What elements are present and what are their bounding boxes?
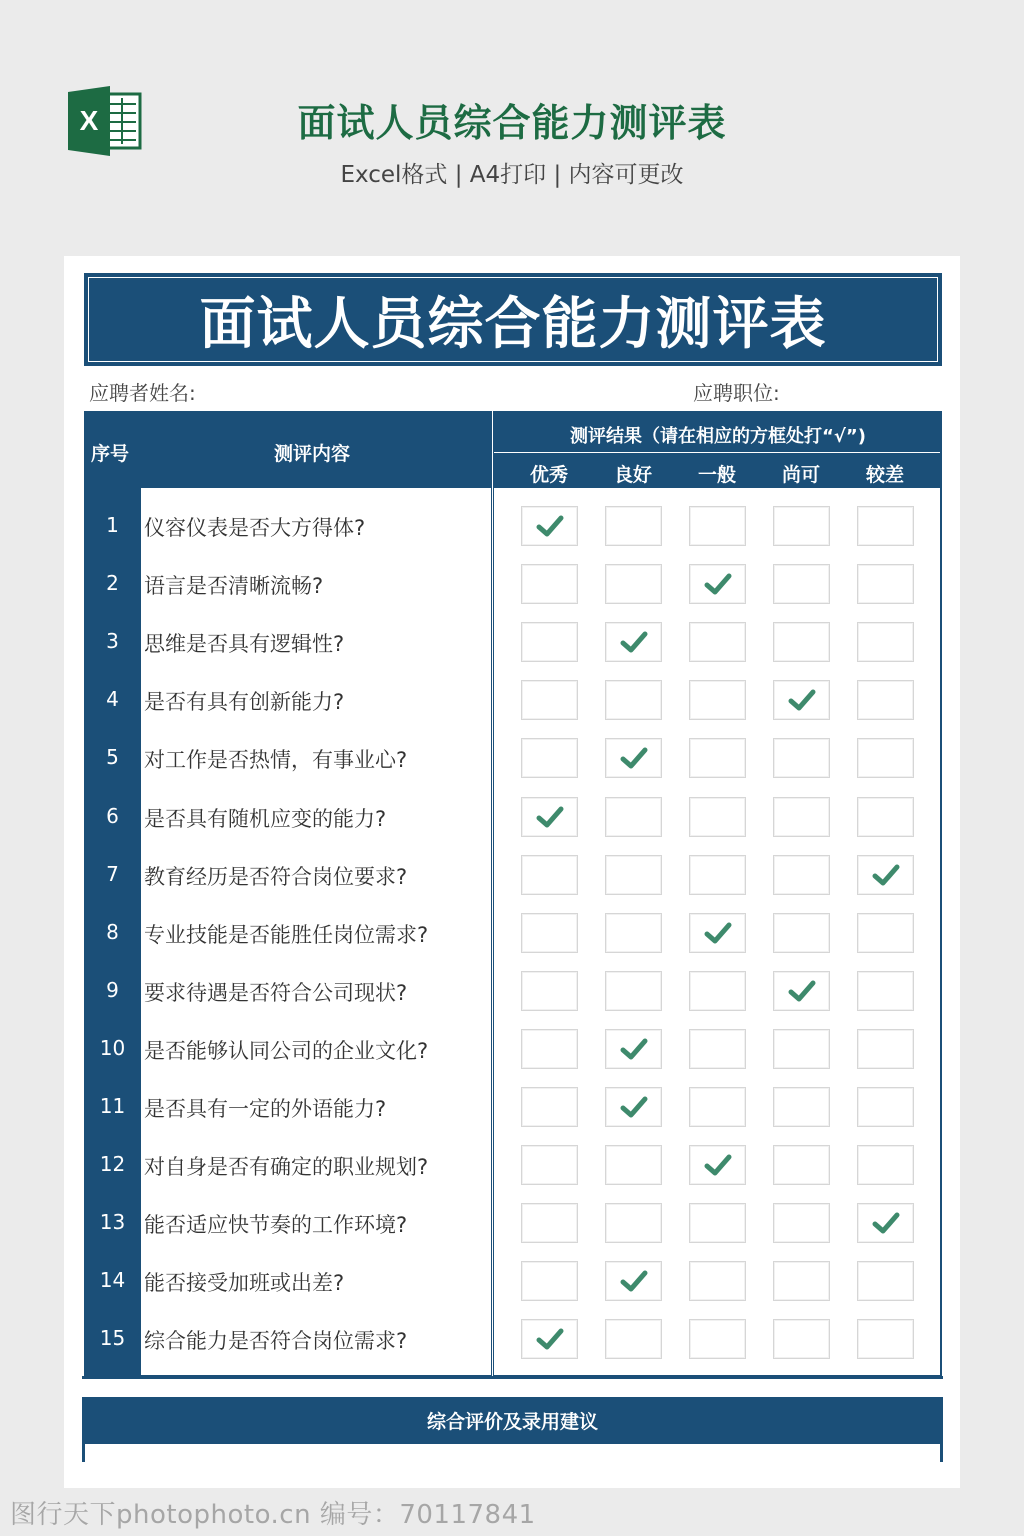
- question-text: 能否适应快节奏的工作环境?: [144, 1213, 408, 1238]
- rating-checkbox[interactable]: [605, 564, 662, 604]
- row-number: 7: [106, 861, 119, 886]
- row-number: 8: [106, 919, 119, 944]
- rating-checkbox[interactable]: [773, 680, 830, 720]
- checkmark-icon: [788, 978, 816, 1004]
- header-option-3: 一般: [697, 464, 736, 486]
- row-number: 5: [106, 745, 119, 770]
- checkmark-icon: [704, 1152, 732, 1178]
- rating-checkbox[interactable]: [605, 1029, 662, 1069]
- rating-checkbox[interactable]: [689, 506, 746, 546]
- rating-checkbox[interactable]: [689, 797, 746, 837]
- row-number: 3: [106, 629, 119, 654]
- checkmark-icon: [536, 804, 564, 830]
- rating-checkbox[interactable]: [773, 1319, 830, 1359]
- rating-checkbox[interactable]: [521, 738, 578, 778]
- applicant-position-label: 应聘职位:: [693, 381, 780, 405]
- rating-checkbox[interactable]: [521, 1145, 578, 1185]
- rating-checkbox[interactable]: [689, 1319, 746, 1359]
- rating-checkbox[interactable]: [605, 506, 662, 546]
- rating-checkbox[interactable]: [773, 1029, 830, 1069]
- form-banner: [84, 273, 942, 366]
- rating-checkbox[interactable]: [773, 506, 830, 546]
- rating-checkbox[interactable]: [773, 738, 830, 778]
- watermark: 图行天下photophoto.cn 编号：70117841: [10, 1500, 536, 1530]
- row-number: 9: [106, 977, 119, 1002]
- column-divider: [491, 411, 494, 1377]
- rating-checkbox[interactable]: [605, 971, 662, 1011]
- rating-checkbox[interactable]: [521, 1087, 578, 1127]
- header-sequence: 序号: [91, 443, 130, 465]
- rating-checkbox[interactable]: [689, 971, 746, 1011]
- checkmark-icon: [620, 1268, 648, 1294]
- rating-checkbox[interactable]: [521, 564, 578, 604]
- summary-right-border: [940, 1444, 943, 1462]
- page-title: 面试人员综合能力测评表: [297, 101, 727, 145]
- question-text: 仪容仪表是否大方得体?: [144, 516, 366, 540]
- checkmark-icon: [704, 571, 732, 597]
- rating-checkbox[interactable]: [857, 797, 914, 837]
- rating-checkbox[interactable]: [605, 1145, 662, 1185]
- rating-checkbox[interactable]: [773, 1145, 830, 1185]
- rating-checkbox[interactable]: [689, 855, 746, 895]
- checkmark-icon: [536, 1326, 564, 1352]
- rating-checkbox[interactable]: [857, 680, 914, 720]
- rating-checkbox[interactable]: [521, 1261, 578, 1301]
- row-number: 13: [99, 1210, 126, 1235]
- rating-checkbox[interactable]: [773, 1087, 830, 1127]
- row-number: 12: [99, 1152, 126, 1177]
- question-text: 语言是否清晰流畅?: [144, 574, 324, 599]
- checkmark-icon: [872, 862, 900, 888]
- rating-checkbox[interactable]: [689, 738, 746, 778]
- rating-checkbox[interactable]: [857, 1261, 914, 1301]
- rating-checkbox[interactable]: [521, 1203, 578, 1243]
- header-option-5: 较差: [865, 464, 904, 486]
- question-text: 是否具有随机应变的能力?: [144, 806, 387, 831]
- question-text: 教育经历是否符合岗位要求?: [144, 864, 408, 889]
- applicant-name-label: 应聘者姓名:: [89, 381, 196, 405]
- row-number: 14: [99, 1268, 126, 1293]
- question-text: 对工作是否热情，有事业心?: [144, 748, 408, 773]
- page-subtitle: Excel格式 | A4打印 | 内容可更改: [340, 162, 684, 188]
- rating-checkbox[interactable]: [605, 797, 662, 837]
- row-number: 11: [99, 1094, 126, 1118]
- rating-checkbox[interactable]: [521, 1029, 578, 1069]
- header-option-4: 尚可: [781, 464, 820, 486]
- rating-checkbox[interactable]: [857, 738, 914, 778]
- rating-checkbox[interactable]: [857, 1319, 914, 1359]
- rating-checkbox[interactable]: [773, 971, 830, 1011]
- row-number: 15: [99, 1326, 126, 1351]
- rating-checkbox[interactable]: [605, 1087, 662, 1127]
- question-text: 是否能够认同公司的企业文化?: [144, 1038, 429, 1063]
- rating-checkbox[interactable]: [773, 797, 830, 837]
- row-number: 6: [106, 803, 119, 828]
- checkmark-icon: [704, 920, 732, 946]
- rating-checkbox[interactable]: [857, 855, 914, 895]
- summary-left-border: [82, 1444, 85, 1462]
- rating-checkbox[interactable]: [857, 1203, 914, 1243]
- rating-checkbox[interactable]: [773, 564, 830, 604]
- rating-checkbox[interactable]: [521, 913, 578, 953]
- rating-checkbox[interactable]: [689, 564, 746, 604]
- rating-checkbox[interactable]: [857, 622, 914, 662]
- rating-checkbox[interactable]: [605, 622, 662, 662]
- rating-checkbox[interactable]: [773, 913, 830, 953]
- rating-checkbox[interactable]: [857, 506, 914, 546]
- table-bottom-line: [82, 1376, 943, 1379]
- checkmark-icon: [620, 745, 648, 771]
- rating-checkbox[interactable]: [773, 855, 830, 895]
- checkmark-icon: [620, 1036, 648, 1062]
- rating-checkbox[interactable]: [521, 506, 578, 546]
- checkmark-icon: [536, 513, 564, 539]
- question-text: 要求待遇是否符合公司现状?: [144, 980, 408, 1005]
- checkmark-icon: [620, 1094, 648, 1120]
- rating-checkbox[interactable]: [689, 680, 746, 720]
- rating-checkbox[interactable]: [605, 913, 662, 953]
- question-text: 思维是否具有逻辑性?: [144, 632, 345, 657]
- rating-checkbox[interactable]: [689, 1029, 746, 1069]
- rating-checkbox[interactable]: [857, 913, 914, 953]
- checkmark-icon: [620, 629, 648, 655]
- rating-checkbox[interactable]: [857, 1087, 914, 1127]
- checkmark-icon: [788, 687, 816, 713]
- row-number: 4: [106, 687, 119, 712]
- rating-checkbox[interactable]: [605, 1261, 662, 1301]
- header-option-1: 优秀: [529, 464, 568, 486]
- rating-checkbox[interactable]: [773, 1261, 830, 1301]
- rating-checkbox[interactable]: [605, 680, 662, 720]
- excel-logo-letter: X: [79, 105, 99, 136]
- rating-checkbox[interactable]: [689, 1145, 746, 1185]
- summary-section-title: 综合评价及录用建议: [426, 1411, 598, 1433]
- rating-checkbox[interactable]: [773, 1203, 830, 1243]
- question-text: 是否具有一定的外语能力?: [144, 1097, 387, 1121]
- row-number: 10: [99, 1035, 126, 1060]
- rating-checkbox[interactable]: [857, 1145, 914, 1185]
- rating-checkbox[interactable]: [689, 1203, 746, 1243]
- question-text: 专业技能是否能胜任岗位需求?: [144, 922, 429, 947]
- row-number: 2: [106, 571, 119, 596]
- question-text: 综合能力是否符合岗位需求?: [144, 1329, 408, 1354]
- rating-checkbox[interactable]: [689, 1087, 746, 1127]
- checkmark-icon: [872, 1210, 900, 1236]
- row-number: 1: [106, 513, 119, 537]
- rating-checkbox[interactable]: [521, 797, 578, 837]
- rating-checkbox[interactable]: [857, 1029, 914, 1069]
- question-text: 能否接受加班或出差?: [144, 1271, 345, 1296]
- form-banner-title: 面试人员综合能力测评表: [199, 291, 827, 357]
- rating-checkbox[interactable]: [521, 680, 578, 720]
- header-result: 测评结果（请在相应的方框处打“√”): [570, 426, 866, 447]
- question-text: 是否有具有创新能力?: [144, 690, 345, 715]
- rating-checkbox[interactable]: [521, 622, 578, 662]
- form-sheet: [64, 256, 960, 1488]
- summary-section-header: [82, 1397, 943, 1444]
- rating-checkbox[interactable]: [689, 622, 746, 662]
- rating-checkbox[interactable]: [689, 1261, 746, 1301]
- header-option-2: 良好: [613, 464, 652, 486]
- rating-checkbox[interactable]: [605, 738, 662, 778]
- rating-checkbox[interactable]: [521, 1319, 578, 1359]
- rating-checkbox[interactable]: [521, 971, 578, 1011]
- rating-checkbox[interactable]: [605, 1319, 662, 1359]
- question-text: 对自身是否有确定的职业规划?: [144, 1155, 429, 1180]
- rating-checkbox[interactable]: [689, 913, 746, 953]
- rating-checkbox[interactable]: [857, 564, 914, 604]
- rating-checkbox[interactable]: [857, 971, 914, 1011]
- header-content: 测评内容: [274, 443, 351, 465]
- rating-checkbox[interactable]: [605, 855, 662, 895]
- rating-checkbox[interactable]: [773, 622, 830, 662]
- rating-checkbox[interactable]: [605, 1203, 662, 1243]
- rating-checkbox[interactable]: [521, 855, 578, 895]
